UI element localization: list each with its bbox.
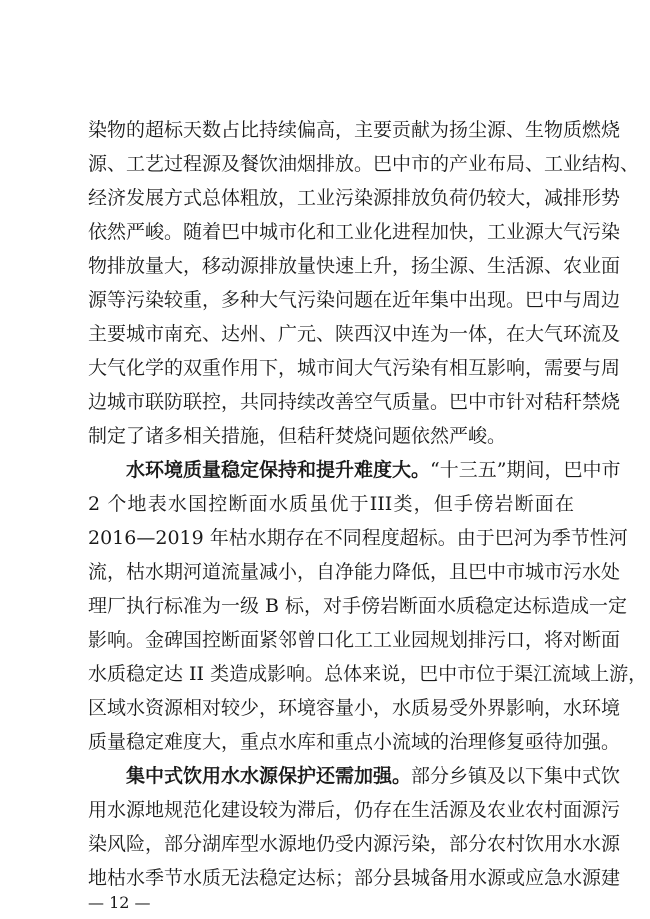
paragraph-2-line: 区域水资源相对较少，环境容量小，水质易受外界影响，水环境 [88, 697, 621, 719]
paragraph-2-line: 质量稳定难度大，重点水库和重点小流域的治理修复亟待加强。 [88, 731, 621, 753]
paragraph-3-line: 染风险，部分湖库型水源地仍受内源污染，部分农村饮用水水源 [88, 833, 621, 855]
paragraph-2-line: 影响。金碑国控断面紧邻曾口化工工业园规划排污口，将对断面 [88, 629, 621, 651]
paragraph-2-line: 理厂执行标准为一级 B 标，对手傍岩断面水质稳定达标造成一定 [88, 595, 628, 617]
paragraph-2-line: 2016—2019 年枯水期存在不同程度超标。由于巴河为季节性河 [88, 527, 628, 549]
paragraph-1-line: 边城市联防联控，共同持续改善空气质量。巴中市针对秸秆禁烧 [88, 391, 621, 413]
paragraph-1-line: 制定了诸多相关措施，但秸秆焚烧问题依然严峻。 [88, 425, 507, 447]
paragraph-1-line: 染物的超标天数占比持续偏高，主要贡献为扬尘源、生物质燃烧 [88, 119, 621, 141]
paragraph-1-line: 源等污染较重，多种大气污染问题在近年集中出现。巴中与周边 [88, 289, 621, 311]
paragraph-2-line: 2 个地表水国控断面水质虽优于III类，但手傍岩断面在 [88, 493, 574, 515]
paragraph-1-line: 源、工艺过程源及餐饮油烟排放。巴中市的产业布局、工业结构、 [88, 153, 640, 175]
paragraph-1-line: 主要城市南充、达州、广元、陕西汉中连为一体，在大气环流及 [88, 323, 621, 345]
paragraph-2-line: 水质稳定达 II 类造成影响。总体来说，巴中市位于渠江流域上游， [88, 663, 648, 685]
paragraph-3-first-line [126, 760, 621, 792]
paragraph-2-line: 流，枯水期河道流量减小，自净能力降低，且巴中市城市污水处 [88, 561, 621, 583]
paragraph-2-first-line [126, 454, 621, 486]
paragraph-2-first-text: “十三五”期间，巴中市 [430, 459, 621, 481]
paragraph-3-heading: 集中式饮用水水源保护还需加强。 [126, 765, 412, 787]
paragraph-3-line: 地枯水季节水质无法稳定达标；部分县城备用水源或应急水源建 [88, 867, 621, 889]
paragraph-1-line: 物排放量大，移动源排放量快速上升，扬尘源、生活源、农业面 [88, 255, 621, 277]
paragraph-3-line: 用水源地规范化建设较为滞后，仍存在生活源及农业农村面源污 [88, 799, 621, 821]
paragraph-1-line: 依然严峻。随着巴中城市化和工业化进程加快，工业源大气污染 [88, 221, 621, 243]
paragraph-1-line: 经济发展方式总体粗放，工业污染源排放负荷仍较大，减排形势 [88, 187, 621, 209]
paragraph-1-line: 大气化学的双重作用下，城市间大气污染有相互影响，需要与周 [88, 357, 621, 379]
paragraph-3-first-text: 部分乡镇及以下集中式饮 [411, 765, 621, 787]
paragraph-2-heading: 水环境质量稳定保持和提升难度大。 [126, 459, 431, 481]
page-number: — 12 — [88, 893, 151, 912]
